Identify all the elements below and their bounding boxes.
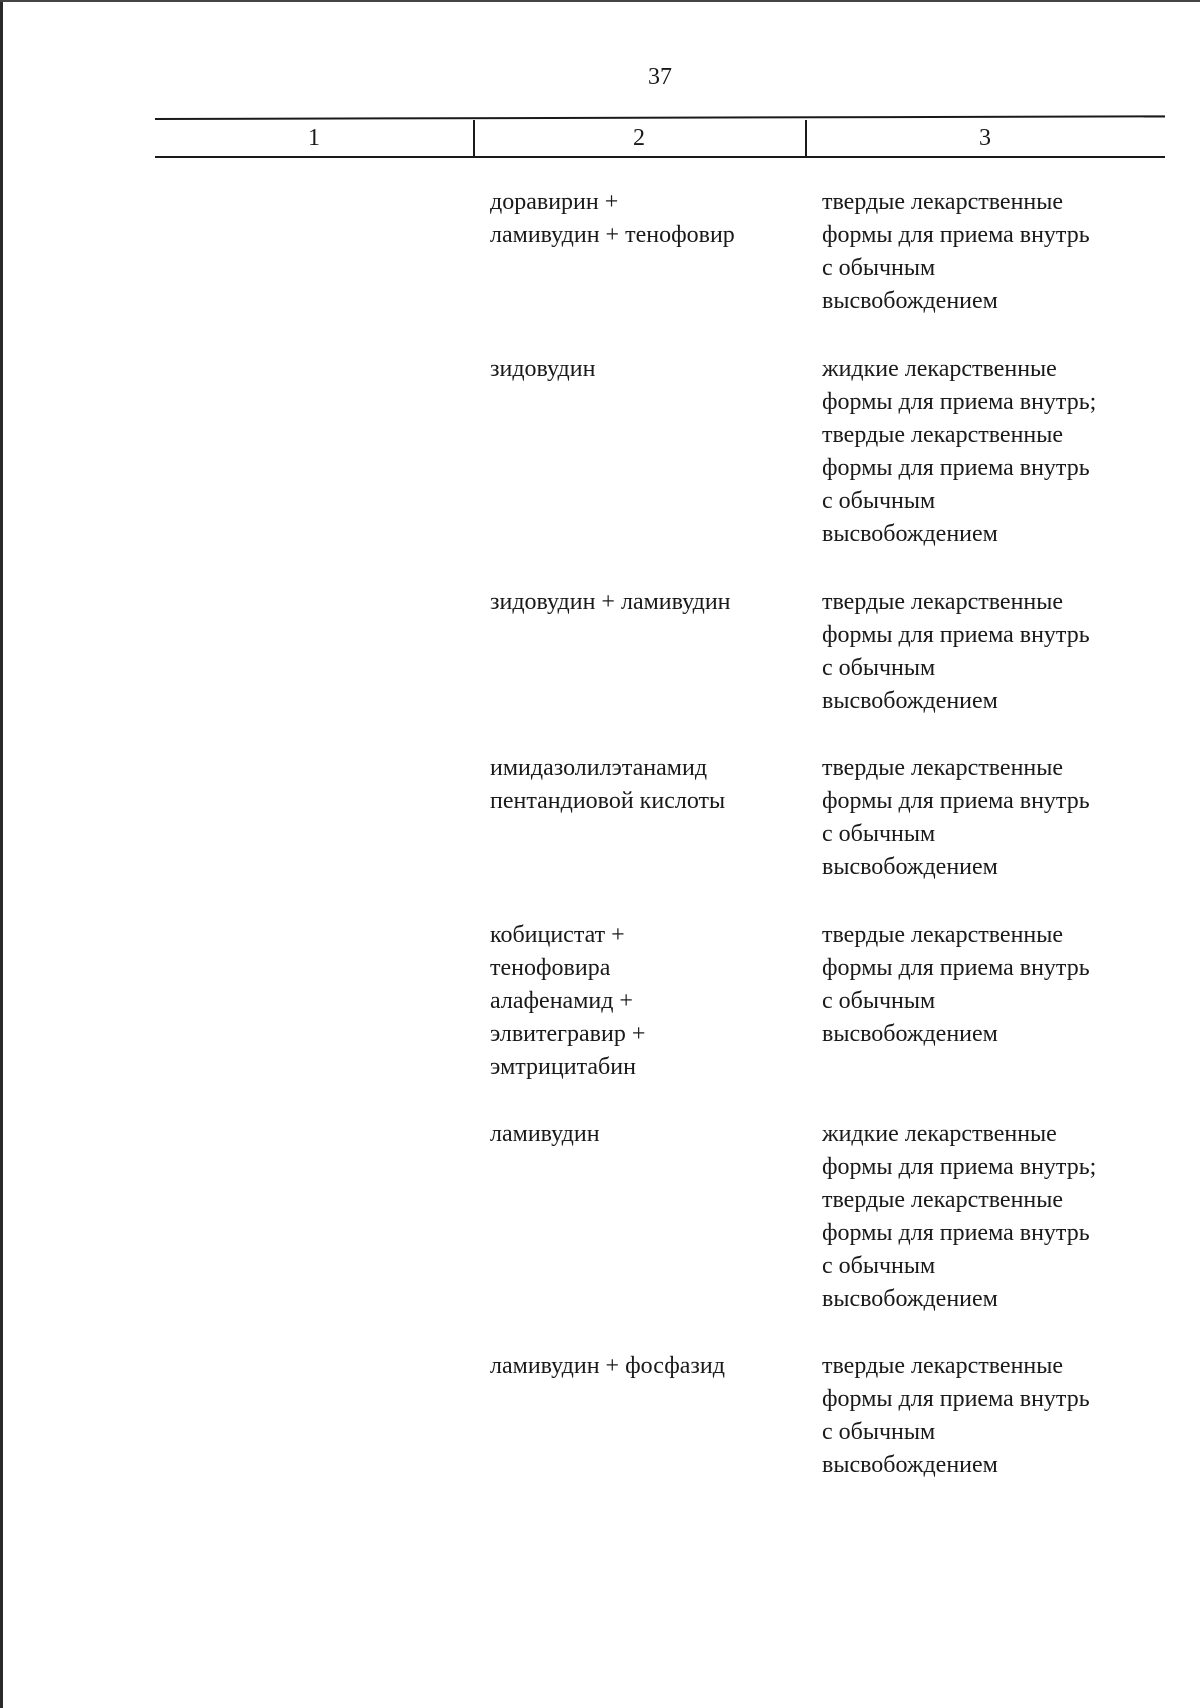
- dosage-form-line: твердые лекарственные: [822, 1187, 1064, 1213]
- dosage-form-line: жидкие лекарственные: [822, 356, 1057, 382]
- dosage-form-line: твердые лекарственные: [822, 922, 1064, 948]
- table-header: [155, 118, 1165, 158]
- dosage-form-line: с обычным: [822, 488, 936, 514]
- drug-name-line: алафенамид +: [490, 988, 633, 1014]
- drug-name-cell: [490, 186, 800, 252]
- drug-name-line: ламивудин + тенофовир: [490, 222, 735, 248]
- dosage-form-line: формы для приема внутрь: [822, 222, 1090, 248]
- drug-name-line: кобицистат +: [490, 922, 625, 948]
- drug-name-cell: [490, 1118, 800, 1151]
- dosage-form-cell: [822, 586, 1182, 718]
- dosage-form-line: высвобождением: [822, 854, 998, 880]
- dosage-form-line: высвобождением: [822, 688, 998, 714]
- dosage-form-line: высвобождением: [822, 1452, 998, 1478]
- dosage-form-line: формы для приема внутрь: [822, 455, 1090, 481]
- scan-edge-top: [0, 0, 1200, 2]
- drug-name-line: тенофовира: [490, 955, 611, 981]
- scan-edge-left: [0, 0, 3, 1708]
- drug-name-cell: [490, 353, 800, 386]
- dosage-form-line: твердые лекарственные: [822, 422, 1064, 448]
- dosage-form-line: формы для приема внутрь: [822, 788, 1090, 814]
- drug-name-line: доравирин +: [490, 189, 619, 215]
- dosage-form-line: с обычным: [822, 1253, 936, 1279]
- dosage-form-line: высвобождением: [822, 1286, 998, 1312]
- dosage-form-line: твердые лекарственные: [822, 189, 1064, 215]
- dosage-form-line: формы для приема внутрь;: [822, 389, 1097, 415]
- dosage-form-line: высвобождением: [822, 1021, 998, 1047]
- drug-name-line: эмтрицитабин: [490, 1054, 636, 1080]
- drug-name-line: зидовудин: [490, 356, 596, 382]
- dosage-form-line: формы для приема внутрь;: [822, 1154, 1097, 1180]
- dosage-form-line: с обычным: [822, 988, 936, 1014]
- dosage-form-line: с обычным: [822, 255, 936, 281]
- dosage-form-line: твердые лекарственные: [822, 1353, 1064, 1379]
- dosage-form-line: формы для приема внутрь: [822, 1220, 1090, 1246]
- dosage-form-line: с обычным: [822, 655, 936, 681]
- header-rule-top: [155, 115, 1165, 120]
- drug-name-cell: [490, 752, 800, 818]
- header-col-1: 1: [308, 125, 320, 151]
- drug-name-cell: [490, 586, 800, 619]
- drug-name-line: ламивудин + фосфазид: [490, 1353, 725, 1379]
- dosage-form-line: твердые лекарственные: [822, 589, 1064, 615]
- dosage-form-cell: [822, 752, 1182, 884]
- dosage-form-cell: [822, 353, 1182, 551]
- dosage-form-line: с обычным: [822, 821, 936, 847]
- drug-name-cell: [490, 919, 800, 1084]
- dosage-form-line: формы для приема внутрь: [822, 1386, 1090, 1412]
- dosage-form-line: с обычным: [822, 1419, 936, 1445]
- dosage-form-cell: [822, 919, 1182, 1051]
- dosage-form-cell: [822, 1118, 1182, 1316]
- drug-name-line: элвитегравир +: [490, 1021, 646, 1047]
- header-col-3: 3: [979, 125, 991, 151]
- page-number: 37: [648, 64, 672, 90]
- dosage-form-line: высвобождением: [822, 288, 998, 314]
- drug-name-line: зидовудин + ламивудин: [490, 589, 731, 615]
- dosage-form-cell: [822, 186, 1182, 318]
- drug-name-line: имидазолилэтанамид: [490, 755, 708, 781]
- header-col-2: 2: [633, 125, 645, 151]
- dosage-form-cell: [822, 1350, 1182, 1482]
- dosage-form-line: высвобождением: [822, 521, 998, 547]
- dosage-form-line: формы для приема внутрь: [822, 622, 1090, 648]
- drug-name-cell: [490, 1350, 800, 1383]
- dosage-form-line: формы для приема внутрь: [822, 955, 1090, 981]
- drug-name-line: ламивудин: [490, 1121, 600, 1147]
- dosage-form-line: твердые лекарственные: [822, 755, 1064, 781]
- header-rule-bottom: [155, 156, 1165, 158]
- drug-name-line: пентандиовой кислоты: [490, 788, 726, 814]
- dosage-form-line: жидкие лекарственные: [822, 1121, 1057, 1147]
